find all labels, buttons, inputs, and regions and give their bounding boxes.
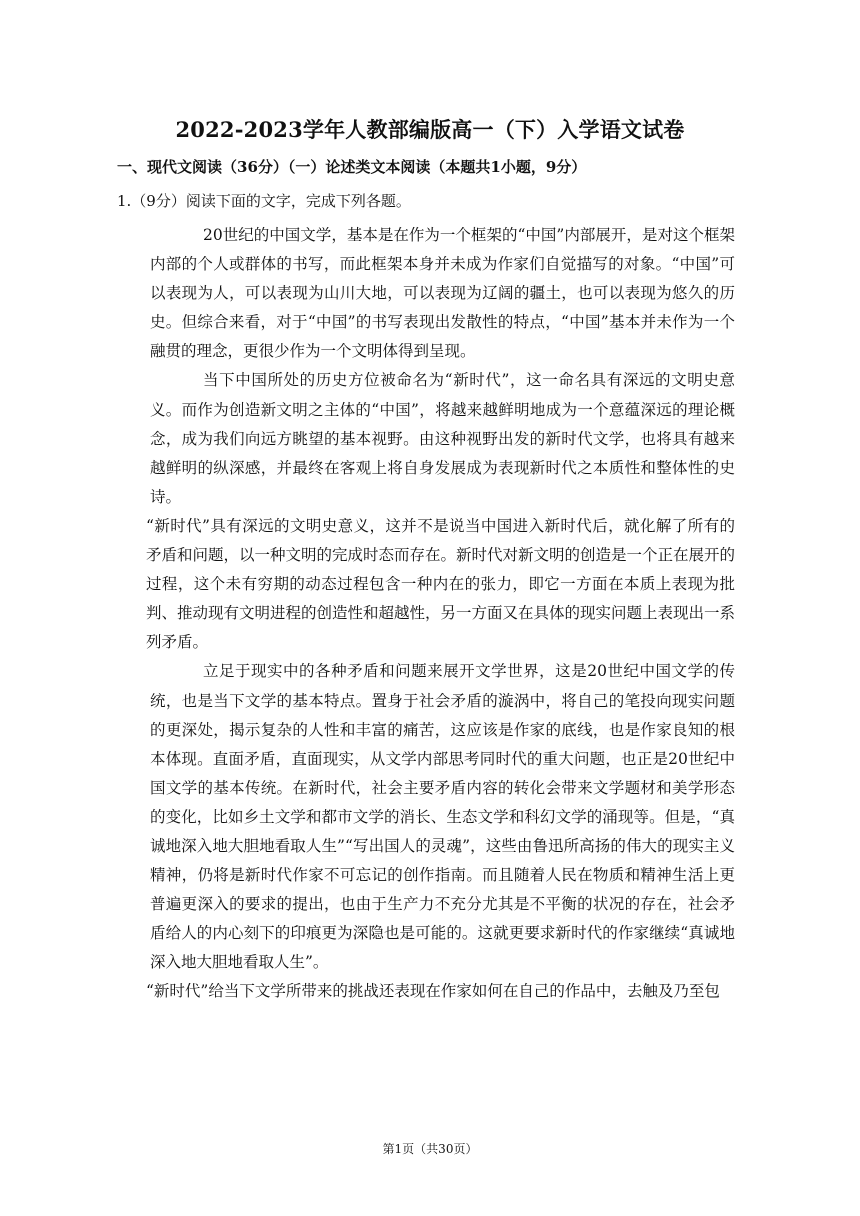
passage-paragraph: 当下中国所处的历史方位被命名为“新时代”，这一命名具有深远的文明史意义。而作为创造新文明之主体的“中国”，将越来越鲜明地成为一个意蕴深远的理论概念，成为我们向远方眺望的基本视野。由这种视野出发的新时代文学，也将具有越来越鲜明的纵深感，并最终在客观上将自身发展成为表现新时代之本质性和整体性的史诗。: [150, 371, 735, 506]
passage-paragraph: “新时代”具有深远的文明史意义，这并不是说当中国进入新时代后，就化解了所有的矛盾和问题，以一种文明的完成时态而存在。新时代对新文明的创造是一个正在展开的过程，这个未有穷期的动态过程包含一种内在的张力，即它一方面在本质上表现为批判、推动现有文明进程的创造性和超越性，另一方面又在具体的现实问题上表现出一系列矛盾。: [146, 516, 736, 652]
document-title: 2022-2023学年人教部编版高一（下）入学语文试卷: [175, 117, 685, 142]
question-prompt: 1.（9分）阅读下面的文字，完成下列各题。: [117, 192, 411, 210]
passage-paragraph: “新时代”给当下文学所带来的挑战还表现在作家如何在自己的作品中，去触及乃至包: [146, 982, 720, 1001]
section-heading: 一、现代文阅读（36分）（一）论述类文本阅读（本题共1小题，9分）: [117, 158, 587, 176]
passage-paragraph: 20世纪的中国文学，基本是在作为一个框架的“中国”内部展开，是对这个框架内部的个人或群体的书写，而此框架本身并未成为作家们自觉描写的对象。“中国”可以表现为人，可以表现为山川大地，可以表现为辽阔的疆土，也可以表现为悠久的历史。但综合来看，对于“中国”的书写表现出发散性的特点，“中国”基本并未作为一个融贯的理念，更很少作为一个文明体得到呈现。: [150, 226, 735, 361]
reading-passage: [146, 221, 736, 1007]
page-footer: 第1页（共30页）: [382, 1142, 478, 1156]
passage-paragraph: 立足于现实中的各种矛盾和问题来展开文学世界，这是20世纪中国文学的传统，也是当下文学的基本特点。置身于社会矛盾的漩涡中，将自己的笔投向现实问题的更深处，揭示复杂的人性和丰富的痛苦，这应该是作家的底线，也是作家良知的根本体现。直面矛盾，直面现实，从文学内部思考同时代的重大问题，也正是20世纪中国文学的基本传统。在新时代，社会主要矛盾内容的转化会带来文学题材和美学形态的变化，比如乡土文学和都市文学的消长、生态文学和科幻文学的涌现等。但是，“真诚地深入地大胆地看取人生”“写出国人的灵魂”，这些由鲁迅所高扬的伟大的现实主义精神，仍将是新时代作家不可忘记的创作指南。而且随着人民在物质和精神生活上更普遍更深入的要求的提出，也由于生产力不充分尤其是不平衡的状况的存在，社会矛盾给人的内心刻下的印痕更为深隐也是可能的。这就更要求新时代的作家继续“真诚地深入地大胆地看取人生”。: [150, 662, 735, 972]
